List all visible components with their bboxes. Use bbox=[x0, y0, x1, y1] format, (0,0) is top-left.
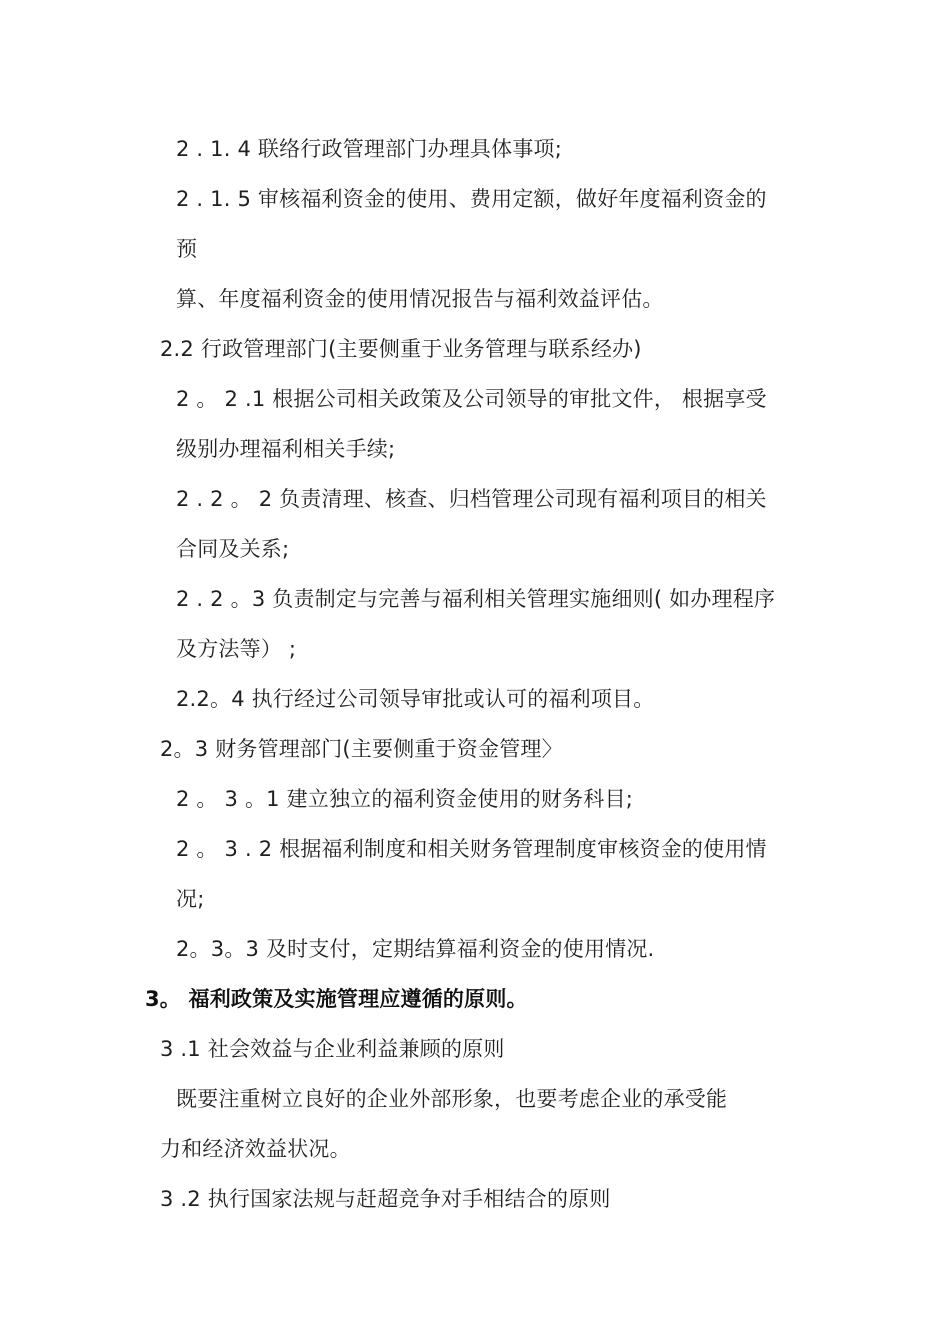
section-heading: 3 .2 执行国家法规与赶超竞争对手相结合的原则 bbox=[160, 1187, 611, 1211]
text-line: 2 . 2 。 2 负责清理、核查、归档管理公司现有福利项目的相关 bbox=[176, 487, 767, 511]
text-line: 既要注重树立良好的企业外部形象，也要考虑企业的承受能 bbox=[176, 1087, 728, 1111]
text-line: 况; bbox=[176, 887, 205, 911]
text-line: 2。3。3 及时支付，定期结算福利资金的使用情况. bbox=[176, 937, 655, 961]
section-heading: 2。3 财务管理部门(主要侧重于资金管理〉 bbox=[160, 737, 563, 761]
text-line: 2 . 2 。3 负责制定与完善与福利相关管理实施细则( 如办理程序 bbox=[176, 587, 776, 611]
text-line: 2.2。4 执行经过公司领导审批或认可的福利项目。 bbox=[176, 687, 655, 711]
text-line: 合同及关系; bbox=[176, 537, 290, 561]
text-line: 预 bbox=[176, 237, 198, 261]
text-line: 2 。 2 .1 根据公司相关政策及公司领导的审批文件， 根据享受 bbox=[176, 387, 767, 411]
text-line: 及方法等） ; bbox=[176, 637, 297, 661]
text-line: 力和经济效益状况。 bbox=[160, 1137, 351, 1161]
text-line: 2 . 1. 5 审核福利资金的使用、费用定额，做好年度福利资金的 bbox=[176, 187, 767, 211]
text-line: 2 。 3 。1 建立独立的福利资金使用的财务科目; bbox=[176, 787, 634, 811]
chapter-heading: 3。 福利政策及实施管理应遵循的原则。 bbox=[145, 987, 528, 1011]
text-line: 2 。 3 . 2 根据福利制度和相关财务管理制度审核资金的使用情 bbox=[176, 837, 767, 861]
text-line: 算、年度福利资金的使用情况报告与福利效益评估。 bbox=[176, 287, 664, 311]
text-line: 级别办理福利相关手续; bbox=[176, 437, 396, 461]
text-line: 2 . 1. 4 联络行政管理部门办理具体事项; bbox=[176, 137, 563, 161]
section-heading: 3 .1 社会效益与企业利益兼顾的原则 bbox=[160, 1037, 505, 1061]
section-heading: 2.2 行政管理部门(主要侧重于业务管理与联系经办) bbox=[160, 337, 642, 361]
